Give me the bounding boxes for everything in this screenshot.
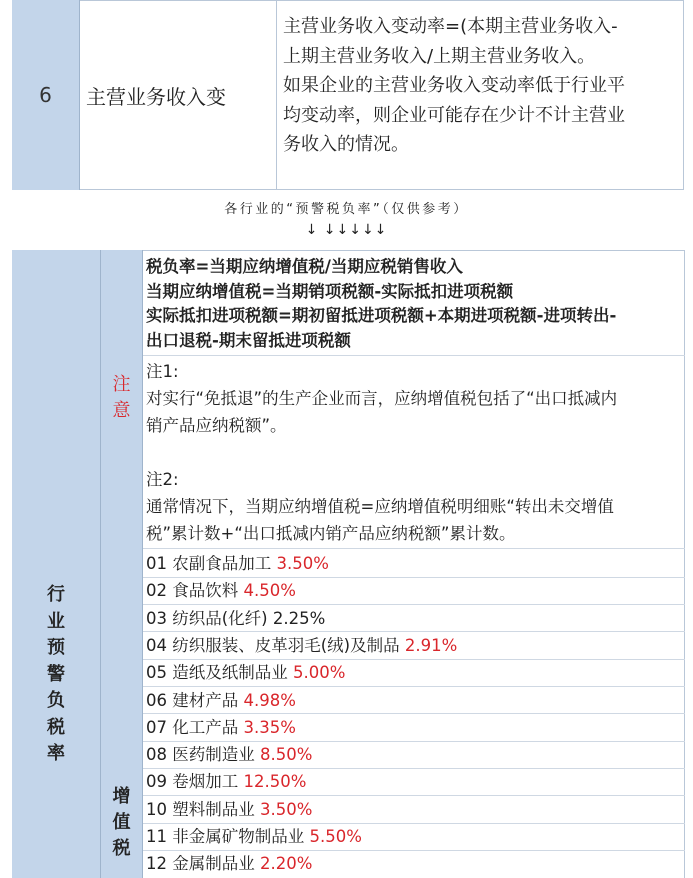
vat-label <box>101 784 142 862</box>
industry-rate-row <box>146 550 329 577</box>
industry-name: 04 纺织服装、皮革羽毛(绒)及制品 <box>146 635 405 655</box>
industry-name: 01 农副食品加工 <box>146 554 277 573</box>
label-char: 值 <box>112 812 131 833</box>
formula-line: 出口退税-期末留抵进项税额 <box>146 330 351 350</box>
industry-rate-row <box>146 577 296 604</box>
note1-title: 注1: <box>146 362 179 381</box>
section-caption: 各行业的“预警税负率”（仅供参考） <box>224 202 469 217</box>
warning-tax-rate: 12.50% <box>243 772 307 792</box>
industry-rate-row <box>146 632 457 659</box>
desc-line: 主营业务收入变动率=(本期主营业务收入- <box>283 16 618 37</box>
warning-tax-rate: 2.25% <box>272 608 326 628</box>
industry-rate-row <box>146 796 312 823</box>
industry-rate-row <box>146 768 306 795</box>
column-divider <box>142 250 143 878</box>
warning-tax-rate: 3.35% <box>243 717 296 737</box>
note2-title: 注2: <box>146 470 179 489</box>
label-char: 警 <box>47 663 65 685</box>
industry-rate-row <box>146 823 362 850</box>
metric-description-cell <box>277 12 683 160</box>
spacer <box>146 439 686 466</box>
warning-tax-rate: 2.91% <box>404 635 458 655</box>
industry-rate-row <box>146 605 325 632</box>
row-number: 6 <box>39 83 52 107</box>
industry-name: 05 造纸及纸制品业 <box>146 663 293 683</box>
industry-name: 08 医药制造业 <box>146 745 260 765</box>
table-left-header-column <box>12 250 100 878</box>
notes-block <box>146 358 686 547</box>
note-line: 对实行“免抵退”的生产企业而言，应纳增值税包括了“出口抵减内 <box>146 389 618 408</box>
label-char: 率 <box>47 743 65 764</box>
industry-name: 10 塑料制品业 <box>146 799 260 819</box>
metric-name-cell <box>80 0 277 190</box>
label-char: 意 <box>112 400 131 421</box>
formula-line: 实际抵扣进项税额=期初留抵进项税额+本期进项税额-进项转出- <box>146 306 617 325</box>
industry-rate-row <box>146 659 345 686</box>
note-line: 通常情况下，当期应纳增值税=应纳增值税明细账“转出未交增值 <box>146 497 614 516</box>
industry-name: 07 化工产品 <box>146 717 244 737</box>
formula-line: 税负率=当期应纳增值税/当期应税销售收入 <box>146 257 463 276</box>
formula-line: 当期应纳增值税=当期销项税额-实际抵扣进项税额 <box>146 281 514 301</box>
label-char: 增 <box>112 786 131 807</box>
note-line: 销产品应纳税额”。 <box>146 416 287 435</box>
industry-rate-row <box>146 741 312 768</box>
row-number-cell <box>12 0 80 190</box>
desc-line: 务收入的情况。 <box>283 134 409 155</box>
warning-tax-rate: 3.50% <box>260 799 313 819</box>
metric-name: 主营业务收入变 <box>86 84 226 109</box>
desc-line: 均变动率，则企业可能存在少计不计主营业 <box>283 104 625 126</box>
industry-name: 06 建材产品 <box>146 690 244 710</box>
warning-tax-rate: 4.98% <box>243 690 296 710</box>
label-char: 负 <box>47 690 65 711</box>
note-line: 税”累计数+“出口抵减内销产品应纳税额”累计数。 <box>146 524 516 543</box>
warning-tax-rate: 5.00% <box>293 663 346 683</box>
industry-name: 11 非金属矿物制品业 <box>146 827 310 846</box>
industry-rate-row <box>146 687 296 714</box>
industry-name: 03 纺织品(化纤) <box>146 608 273 628</box>
warning-tax-rate: 5.50% <box>309 827 362 846</box>
label-char: 业 <box>47 610 65 632</box>
warning-tax-rate: 8.50% <box>260 745 313 765</box>
warning-tax-rate: 3.50% <box>276 554 329 573</box>
desc-line: 如果企业的主营业务收入变动率低于行业平 <box>283 75 625 96</box>
row-divider <box>143 355 685 356</box>
warning-tax-rate: 4.50% <box>243 581 296 601</box>
desc-line: 上期主营业务收入/上期主营业务收入。 <box>283 45 596 67</box>
industry-rate-row <box>146 850 312 877</box>
formula-block <box>146 255 684 353</box>
industry-name: 12 金属制品业 <box>146 854 260 874</box>
industry-rate-row <box>146 714 296 741</box>
label-char: 预 <box>47 637 65 658</box>
industry-name: 02 食品饮料 <box>146 581 244 601</box>
label-char: 税 <box>112 838 131 859</box>
industry-warning-rate-label <box>12 582 100 768</box>
attention-label <box>101 372 142 424</box>
warning-tax-rate: 2.20% <box>260 854 313 874</box>
label-char: 注 <box>112 374 131 395</box>
industry-name: 09 卷烟加工 <box>146 772 244 792</box>
down-arrows: ↓ ↓↓↓↓↓ <box>305 222 388 238</box>
label-char: 税 <box>47 716 65 738</box>
label-char: 行 <box>47 584 65 605</box>
row-divider <box>143 548 685 549</box>
